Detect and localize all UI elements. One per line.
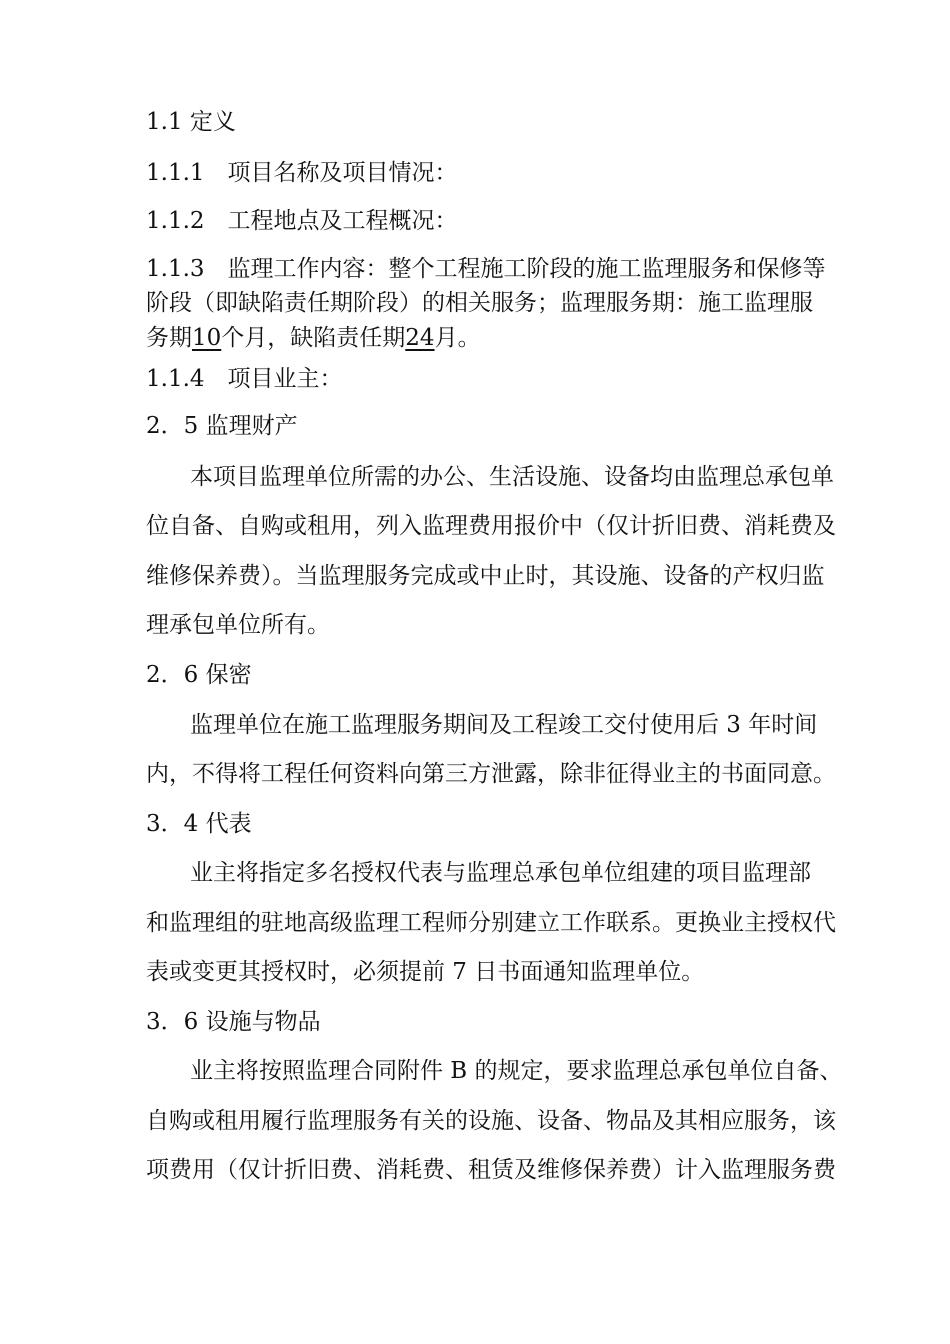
paragraph-line: 内，不得将工程任何资料向第三方泄露，除非征得业主的书面同意。 — [146, 761, 836, 787]
clause-1-1-3-line-2: 阶段（即缺陷责任期阶段）的相关服务；监理服务期：施工监理服 — [146, 290, 813, 316]
clause-text: 务期 — [146, 325, 192, 351]
paragraph-line: 维修保养费）。当监理服务完成或中止时，其设施、设备的产权归监 — [146, 563, 825, 589]
clause-1-1-4: 1.1.4 项目业主： — [146, 366, 343, 392]
clause-text: 月。 — [434, 325, 481, 351]
section-heading-1-1: 1.1 定义 — [146, 109, 236, 135]
defect-months-value: 24 — [405, 325, 435, 351]
paragraph-line: 和监理组的驻地高级监理工程师分别建立工作联系。更换业主授权代 — [146, 910, 836, 936]
section-heading-2-5: 2．5 监理财产 — [146, 413, 298, 439]
clause-1-1-2: 1.1.2 工程地点及工程概况： — [146, 208, 458, 234]
paragraph-line: 项费用（仅计折旧费、消耗费、租赁及维修保养费）计入监理服务费 — [146, 1157, 836, 1183]
section-heading-3-4: 3．4 代表 — [146, 811, 252, 837]
paragraph-line: 业主将指定多名授权代表与监理总承包单位组建的项目监理部 — [190, 860, 811, 886]
paragraph-line: 位自备、自购或租用，列入监理费用报价中（仅计折旧费、消耗费及 — [146, 513, 836, 539]
clause-1-1-3-line-3 — [146, 325, 481, 351]
section-heading-2-6: 2．6 保密 — [146, 662, 252, 688]
service-months-value: 10 — [192, 325, 222, 351]
paragraph-line: 监理单位在施工监理服务期间及工程竣工交付使用后 3 年时间 — [190, 712, 818, 738]
paragraph-line: 本项目监理单位所需的办公、生活设施、设备均由监理总承包单 — [190, 464, 834, 490]
paragraph-line: 自购或租用履行监理服务有关的设施、设备、物品及其相应服务，该 — [146, 1108, 836, 1134]
clause-1-1-3-line-1: 1.1.3 监理工作内容：整个工程施工阶段的施工监理服务和保修等 — [146, 256, 826, 282]
paragraph-line: 理承包单位所有。 — [146, 612, 330, 638]
section-heading-3-6: 3．6 设施与物品 — [146, 1009, 321, 1035]
paragraph-line: 业主将按照监理合同附件 B 的规定，要求监理总承包单位自备、 — [190, 1058, 843, 1084]
clause-1-1-1: 1.1.1 项目名称及项目情况： — [146, 160, 458, 186]
paragraph-line: 表或变更其授权时，必须提前 7 日书面通知监理单位。 — [146, 959, 705, 985]
clause-text: 个月，缺陷责任期 — [221, 325, 406, 351]
